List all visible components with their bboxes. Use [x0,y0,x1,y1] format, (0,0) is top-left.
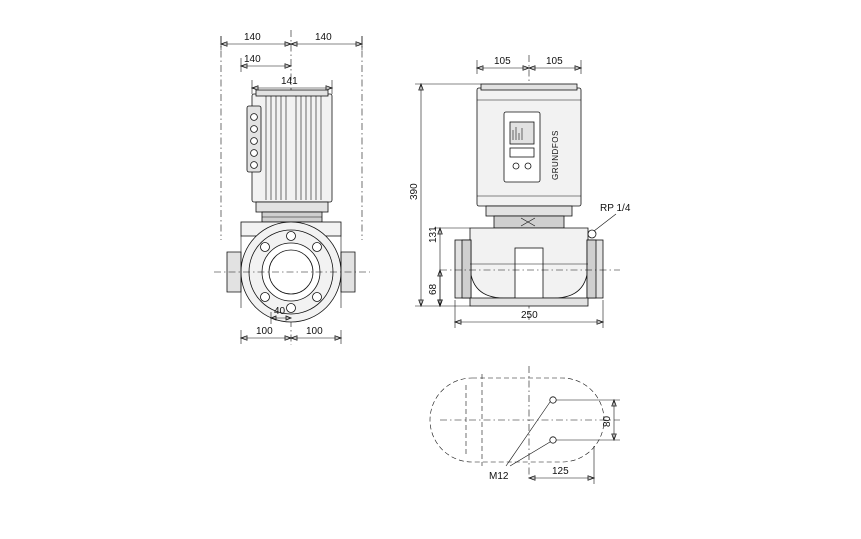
cable-gland [251,162,258,169]
motor-flange [256,202,328,212]
dim-front-mid-height: 131 [428,226,439,243]
cable-gland [251,150,258,157]
front-view [409,55,631,328]
dim-side-bottom-right: 100 [306,326,323,337]
mounting-hole [550,437,556,443]
cable-gland [251,138,258,145]
dim-side-top-left: 140 [244,32,261,43]
m12-leader-line-1 [506,402,550,466]
motor-body [252,94,332,202]
bolt-hole [261,293,270,302]
dim-front-low-height: 68 [428,283,439,295]
panel-indicator [513,163,519,169]
seal-chamber [515,248,543,304]
cable-gland [251,114,258,121]
motor-flange-front [486,206,572,216]
bolt-hole [313,293,322,302]
dim-base-vertical: 80 [602,415,613,427]
bolt-hole [261,243,270,252]
suction-flange-face [462,240,471,298]
rp-leader-line [594,214,616,231]
motor-top-cap-front [481,84,577,90]
bolt-hole [287,232,296,241]
cable-gland [251,126,258,133]
dim-front-total-height: 390 [409,183,420,200]
motor-top-cap [256,90,328,96]
dim-front-top-right: 105 [546,56,563,67]
m12-leader-line-2 [510,442,550,466]
dim-front-base-width: 250 [521,310,538,321]
panel-indicator [525,163,531,169]
dim-side-bottom-left: 100 [256,326,273,337]
panel-button-row [510,148,534,157]
brand-label: GRUNDFOS [551,130,560,180]
bolt-hole [287,304,296,313]
side-view [214,30,370,345]
mounting-hole [550,397,556,403]
rp-port [588,230,596,238]
dim-base-horizontal: 125 [552,466,569,477]
pump-base [470,298,588,306]
lantern-front [494,216,564,228]
m12-label: M12 [489,471,509,482]
dim-front-top-left: 105 [494,56,511,67]
base-plate-view [430,366,620,484]
dim-side-inner: 140 [244,54,261,65]
bolt-hole [313,243,322,252]
rp-callout-label: RP 1/4 [600,203,631,214]
dim-side-motor-width: 141 [281,76,298,87]
dim-side-bottom-center: 40 [274,306,286,317]
dim-side-top-right: 140 [315,32,332,43]
discharge-flange-face [587,240,596,298]
